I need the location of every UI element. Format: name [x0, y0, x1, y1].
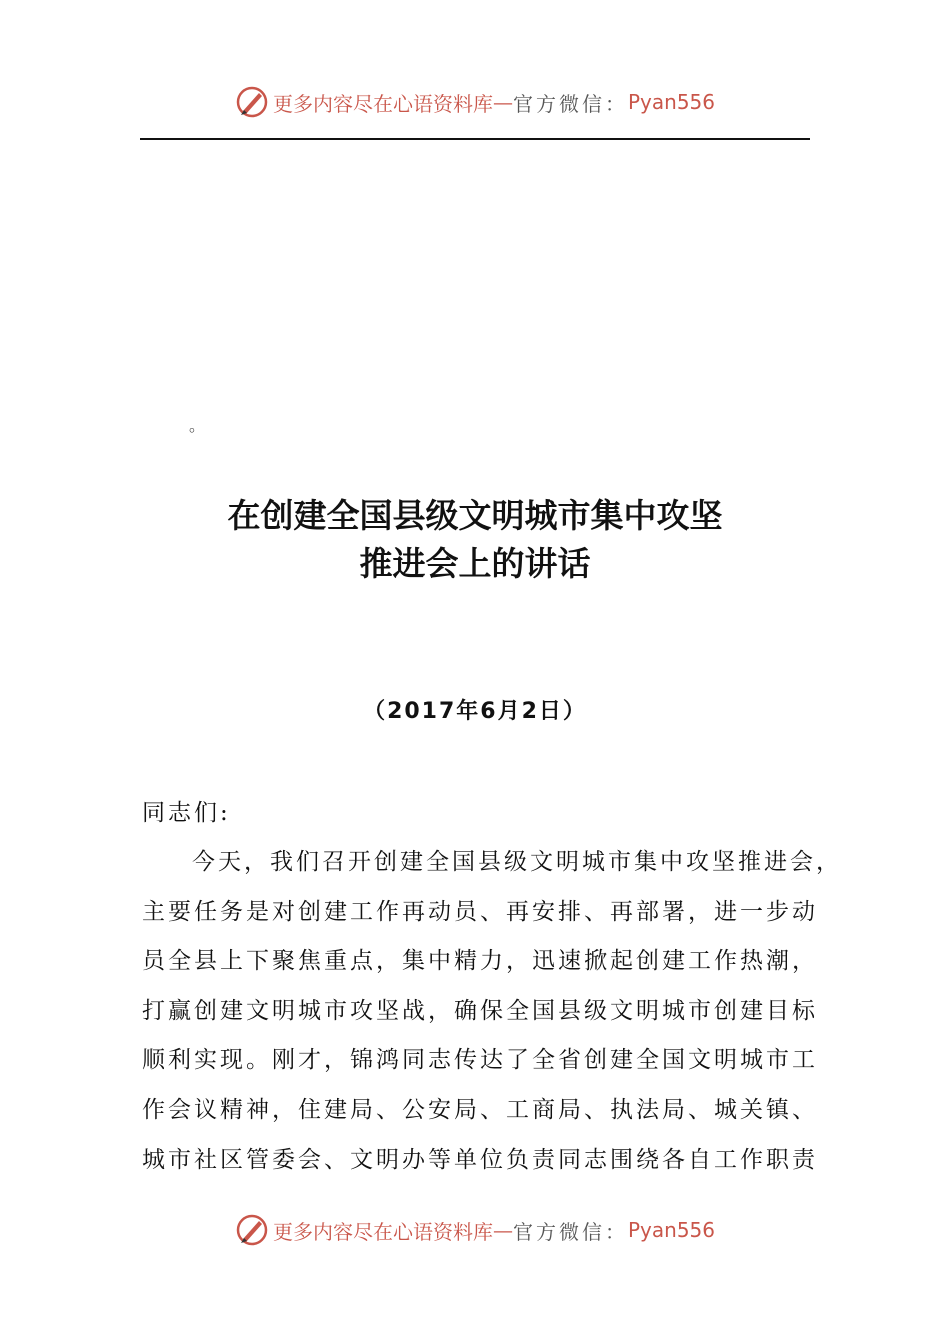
- pen-logo-icon: [235, 85, 269, 119]
- banner-separator: —: [492, 1218, 513, 1242]
- title-line-2: 推进会上的讲话: [359, 544, 591, 583]
- banner-brand-text: 更多内容尽在心语资料库: [272, 91, 493, 116]
- body-line: 员全县上下聚焦重点，集中精力，迅速掀起创建工作热潮，: [142, 948, 818, 975]
- header-banner: [0, 82, 950, 122]
- header-divider: [140, 138, 810, 140]
- body-line: 顺利实现。刚才，锦鸿同志传达了全省创建全国文明城市工: [142, 1047, 818, 1074]
- banner-wechat-label: 官方微信：: [512, 1219, 628, 1244]
- footer-banner: [0, 1210, 950, 1250]
- pen-logo-icon: [235, 1213, 269, 1247]
- body-paragraph: [142, 838, 842, 1185]
- banner-wechat-id: Pyan556: [627, 90, 715, 114]
- banner-separator: —: [492, 90, 513, 114]
- body-line: 作会议精神，住建局、公安局、工商局、执法局、城关镇、: [142, 1096, 818, 1123]
- document-date: （2017年6月2日）: [363, 699, 587, 724]
- banner-brand-text: 更多内容尽在心语资料库: [272, 1219, 493, 1244]
- stray-mark: 。: [189, 416, 206, 435]
- banner-wechat-label: 官方微信：: [512, 91, 628, 116]
- document-title: [0, 492, 950, 588]
- body-line: 打赢创建文明城市攻坚战，确保全国县级文明城市创建目标: [142, 997, 818, 1024]
- body-line: 城市社区管委会、文明办等单位负责同志围绕各自工作职责: [142, 1146, 818, 1173]
- banner-wechat-id: Pyan556: [627, 1218, 715, 1242]
- salutation: 同志们:: [142, 800, 231, 826]
- title-line-1: 在创建全国县级文明城市集中攻坚: [227, 496, 723, 535]
- body-line: 今天，我们召开创建全国县级文明城市集中攻坚推进会，: [192, 849, 842, 875]
- body-line: 主要任务是对创建工作再动员、再安排、再部署，进一步动: [142, 898, 818, 925]
